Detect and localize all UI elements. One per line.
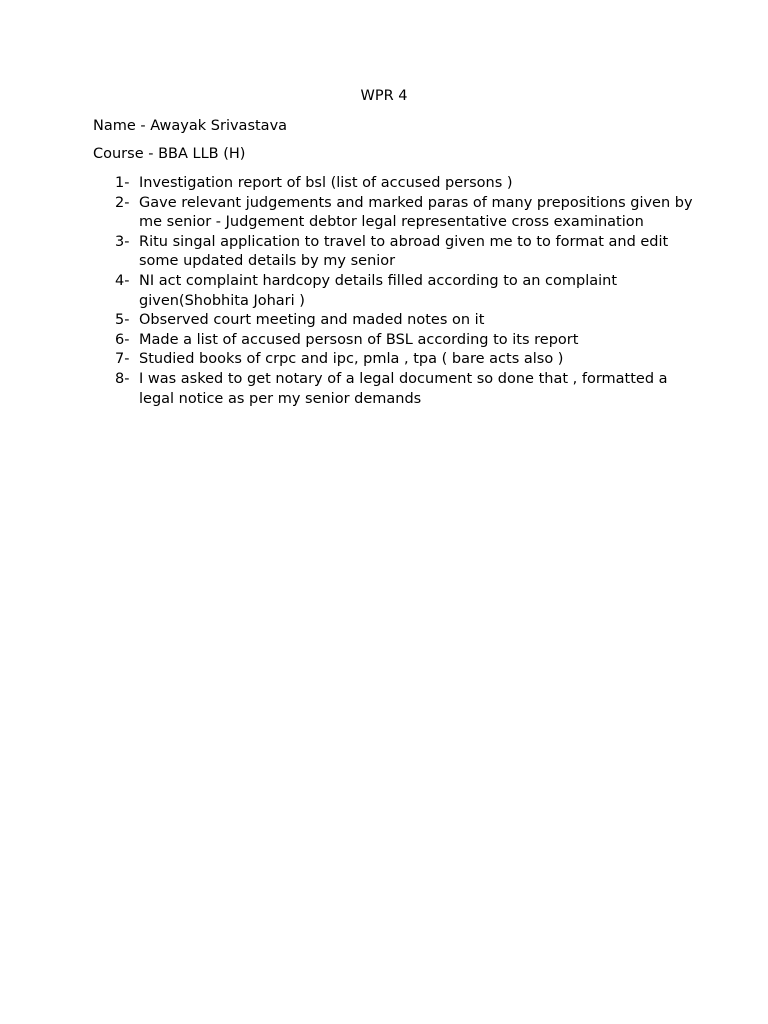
list-item: [93, 350, 693, 370]
list-item-number: 5-: [115, 312, 130, 329]
list-item-text: Observed court meeting and maded notes on it: [139, 312, 485, 329]
list-item: [93, 233, 693, 272]
list-item-text: NI act complaint hardcopy details filled according to an complaint given(Shobhita Johari ): [139, 272, 618, 309]
list-item-text: Gave relevant judgements and marked paras of many prepositions given by me senior - Judgement debtor legal representative cross examination: [139, 194, 693, 231]
list-item: [93, 194, 693, 233]
student-name: Name - Awayak Srivastava: [93, 118, 288, 134]
list-item-number: 1-: [115, 175, 130, 191]
list-item-text: Investigation report of bsl (list of accused persons ): [139, 175, 513, 191]
list-item: [93, 370, 693, 409]
list-item-text: Studied books of crpc and ipc, pmla , tpa ( bare acts also ): [139, 351, 564, 368]
list-item-text: I was asked to get notary of a legal document so done that , formatted a legal notice as per my senior demands: [139, 370, 668, 407]
list-item-number: 7-: [115, 351, 130, 368]
list-item-number: 6-: [115, 331, 130, 348]
list-item-number: 3-: [115, 233, 130, 250]
list-item-number: 4-: [115, 272, 130, 289]
list-item: [93, 331, 693, 351]
list-item-text: Ritu singal application to travel to abroad given me to to format and edit some updated details by my senior: [139, 233, 669, 270]
work-report-list: [93, 174, 693, 409]
list-item-text: Made a list of accused persosn of BSL according to its report: [139, 331, 579, 348]
document-title: WPR 4: [360, 88, 408, 104]
list-item: [93, 311, 693, 331]
course-name: Course - BBA LLB (H): [93, 146, 246, 162]
list-item: [93, 174, 693, 194]
list-item-number: 2-: [115, 194, 130, 211]
list-item: [93, 272, 693, 311]
list-item-number: 8-: [115, 370, 130, 387]
